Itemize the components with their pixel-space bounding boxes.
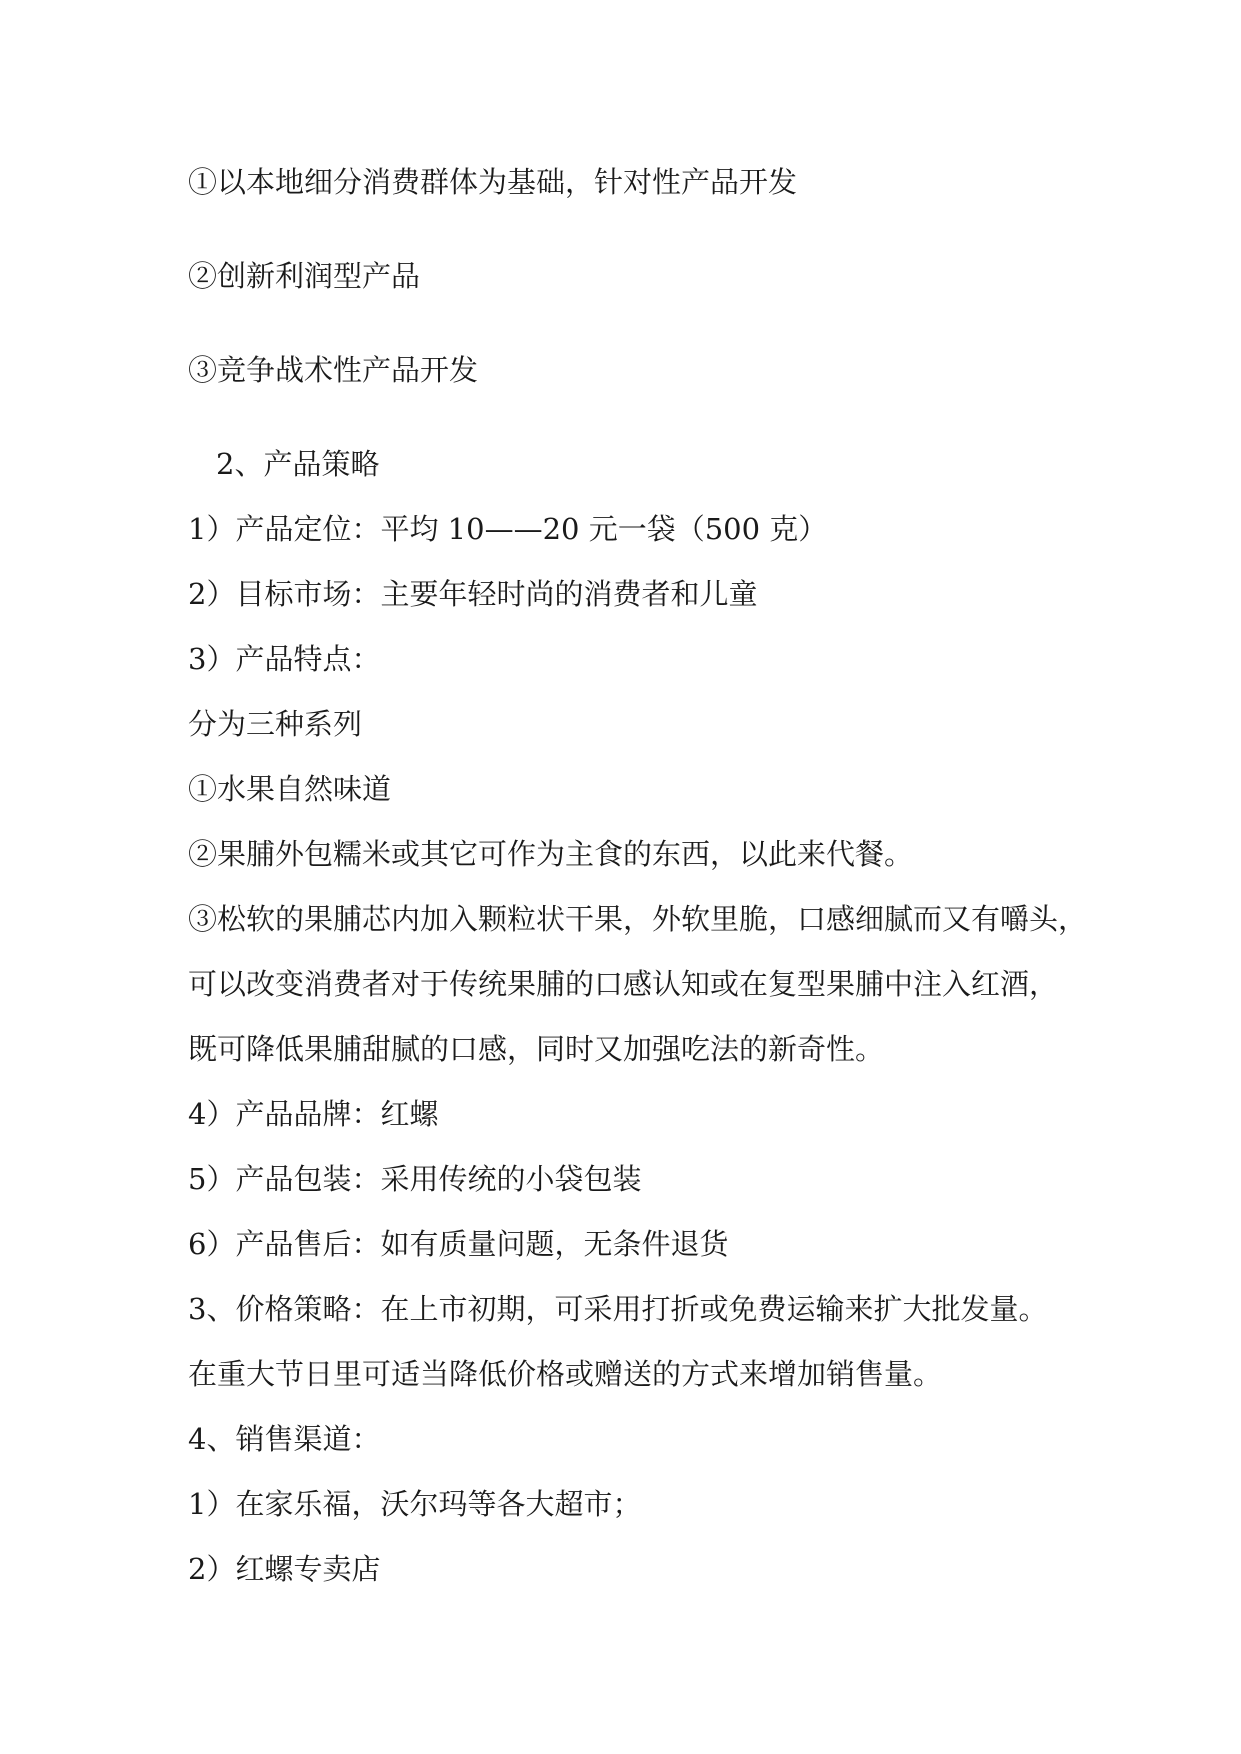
list-item-after-sales: 6）产品售后：如有质量问题，无条件退货 xyxy=(188,1227,729,1261)
list-item-soft-core-line2: 可以改变消费者对于传统果脯的口感认知或在复型果脯中注入红酒， xyxy=(188,967,1059,1001)
list-item-brand: 4）产品品牌：红螺 xyxy=(188,1097,439,1131)
list-item-innovative-product: ②创新利润型产品 xyxy=(188,259,421,293)
list-item-soft-core-line3: 既可降低果脯甜腻的口感，同时又加强吃法的新奇性。 xyxy=(188,1032,885,1066)
paragraph-price-strategy-line1: 3、价格策略：在上市初期，可采用打折或免费运输来扩大批发量。 xyxy=(188,1292,1048,1326)
list-item-positioning: 1）产品定位：平均 10——20 元一袋（500 克） xyxy=(188,512,828,546)
list-item-natural-flavor: ①水果自然味道 xyxy=(188,772,392,806)
section-heading-product-strategy: 2、产品策略 xyxy=(216,447,380,481)
list-item-specialty-store: 2）红螺专卖店 xyxy=(188,1552,381,1586)
paragraph-series: 分为三种系列 xyxy=(188,707,363,741)
list-item-packaging: 5）产品包装：采用传统的小袋包装 xyxy=(188,1162,642,1196)
list-item-soft-core-line1: ③松软的果脯芯内加入颗粒状干果，外软里脆，口感细腻而又有嚼头， xyxy=(188,902,1088,936)
list-item-local-segment: ①以本地细分消费群体为基础，针对性产品开发 xyxy=(188,165,798,199)
list-item-meal-replacement: ②果脯外包糯米或其它可作为主食的东西，以此来代餐。 xyxy=(188,837,914,871)
paragraph-price-strategy-line2: 在重大节日里可适当降低价格或赠送的方式来增加销售量。 xyxy=(188,1357,943,1391)
list-item-target-market: 2）目标市场：主要年轻时尚的消费者和儿童 xyxy=(188,577,758,611)
list-item-features: 3）产品特点： xyxy=(188,642,381,676)
list-item-competitive-product: ③竞争战术性产品开发 xyxy=(188,353,479,387)
section-heading-sales-channels: 4、销售渠道： xyxy=(188,1422,381,1456)
list-item-supermarkets: 1）在家乐福，沃尔玛等各大超市； xyxy=(188,1487,642,1521)
